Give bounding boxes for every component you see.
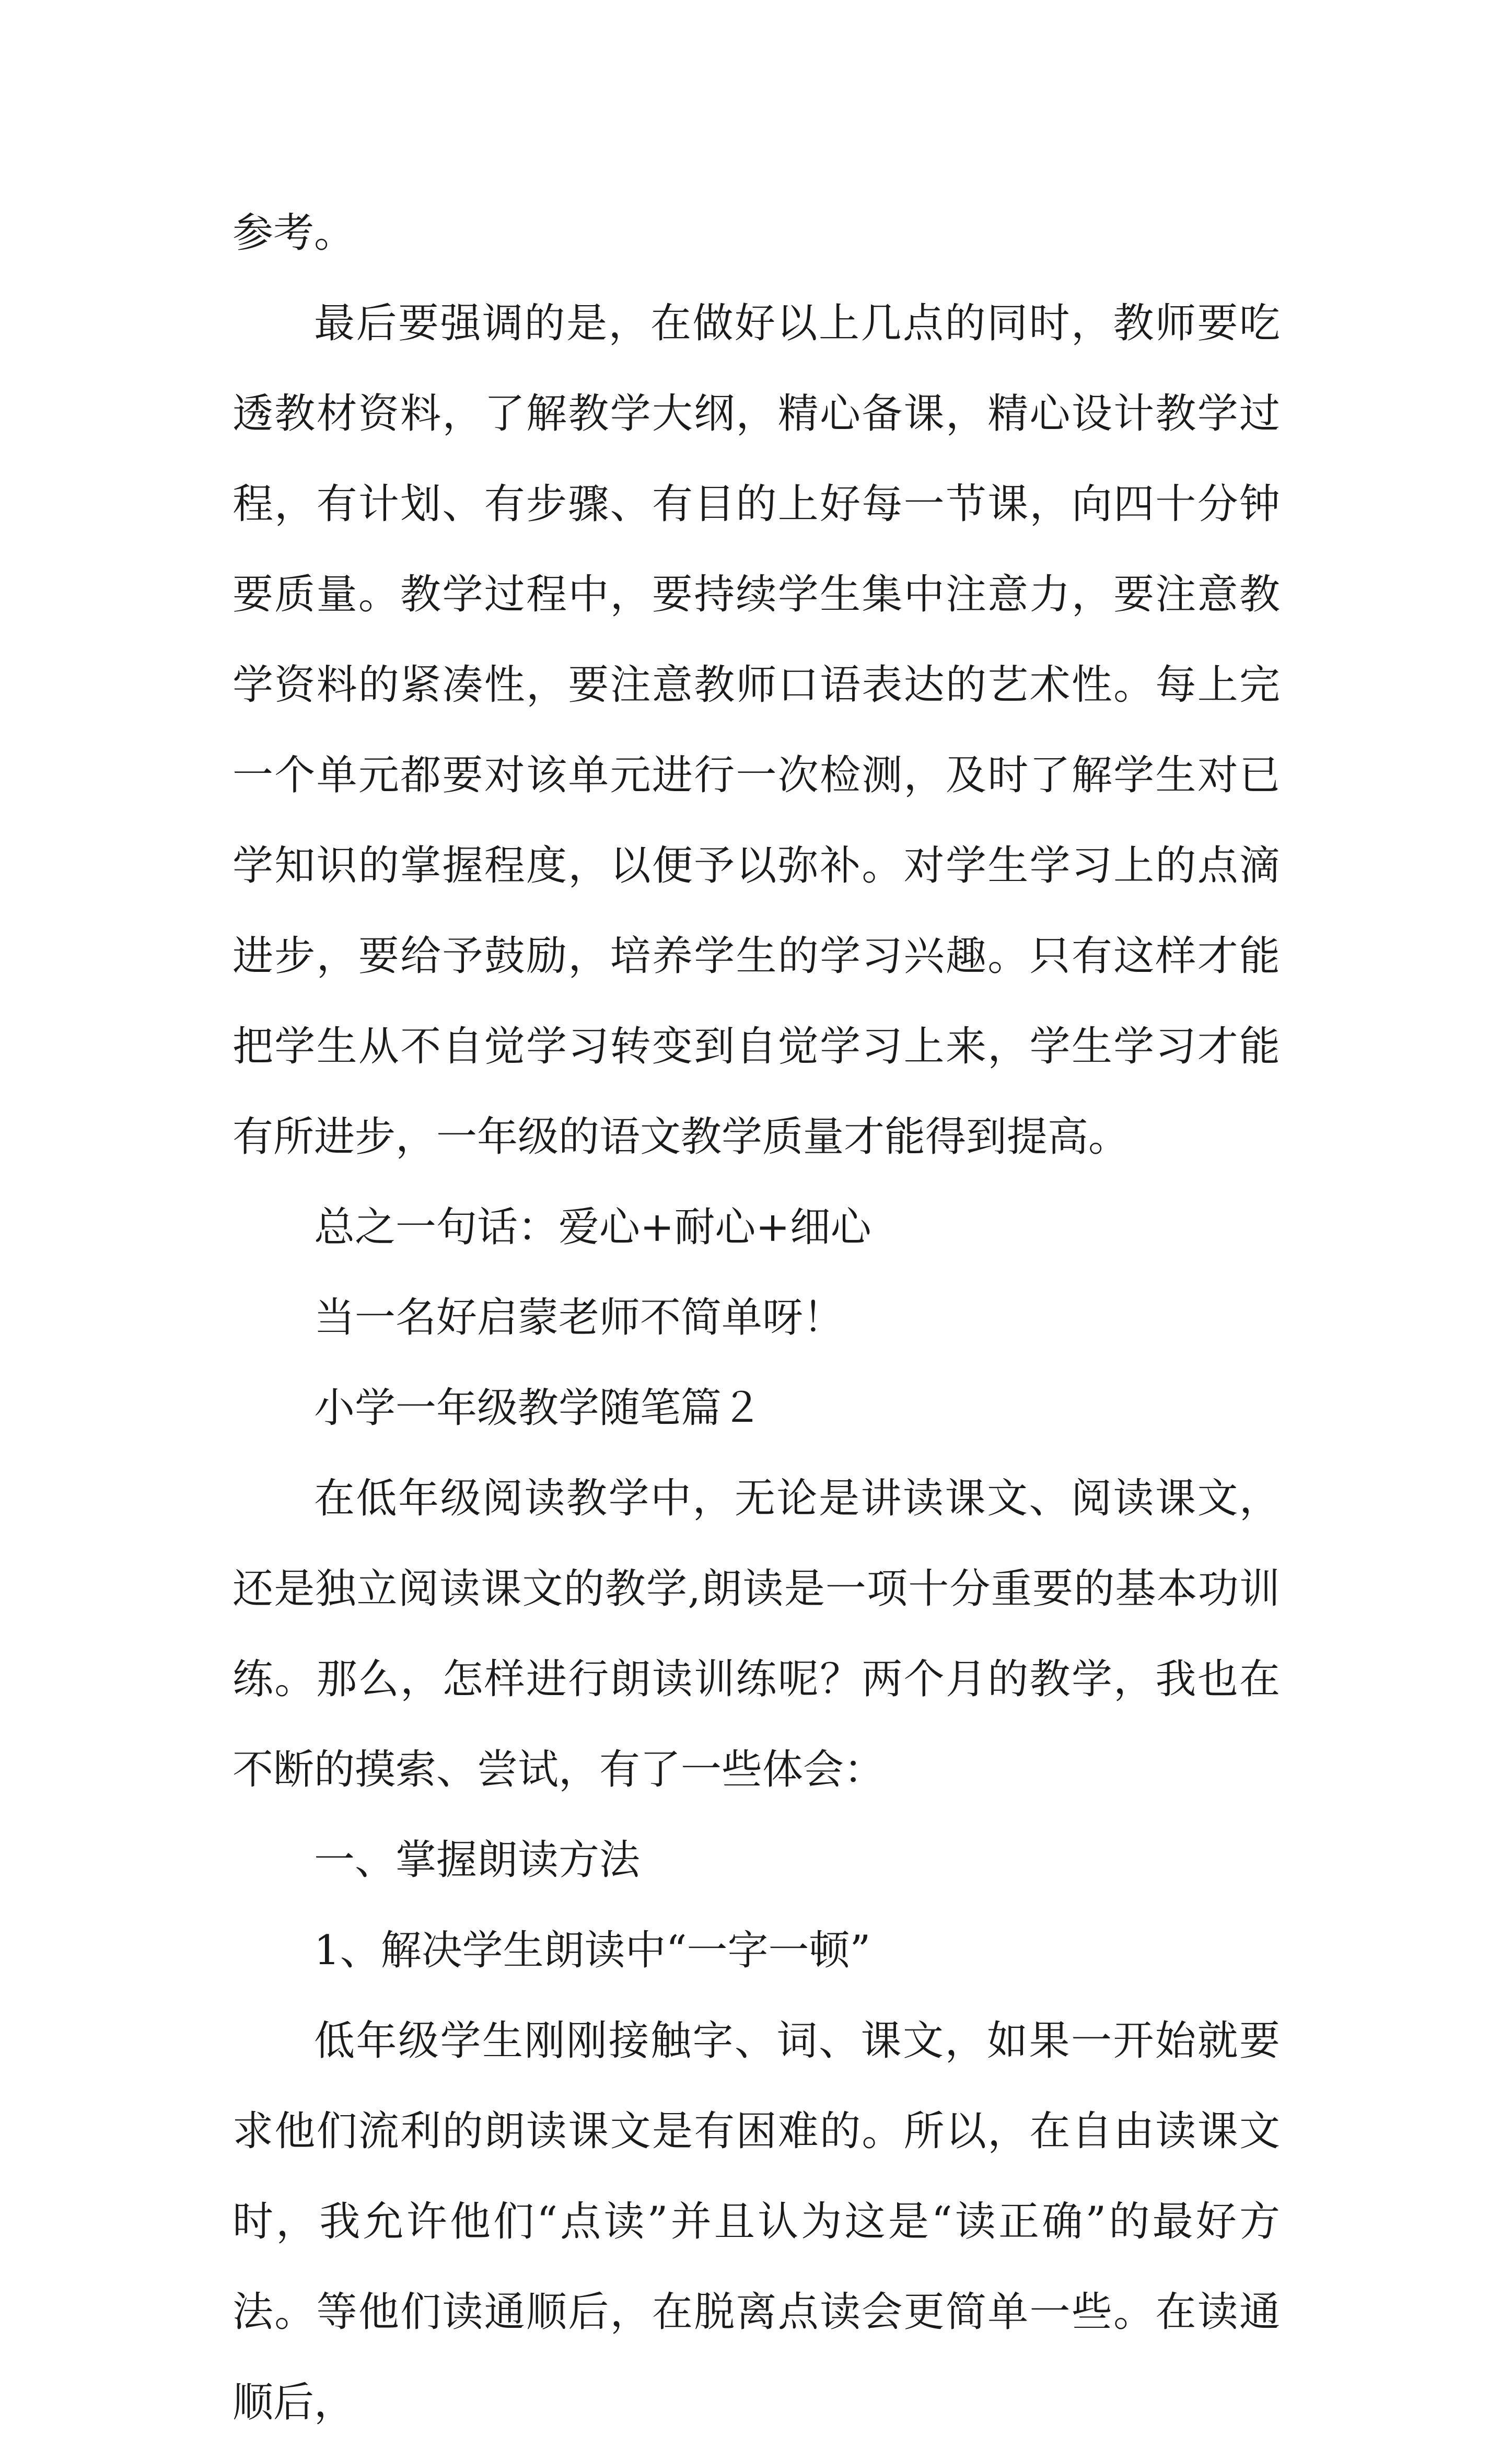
document-body <box>232 188 1280 2448</box>
paragraph-summary-emphasis: 最后要强调的是，在做好以上几点的同时，教师要吃透教材资料，了解教学大纲，精心备课，精心设计教学过程，有计划、有步骤、有目的上好每一节课，向四十分钟要质量。教学过程中，要持续学生集中注意力，要注意教学资料的紧凑性，要注意教师口语表达的艺术性。每上完一个单元都要对该单元进行一次检测，及时了解学生对已学知识的掌握程度，以便予以弥补。对学生学习上的点滴进步，要给予鼓励，培养学生的学习兴趣。只有这样才能把学生从不自觉学习转变到自觉学习上来，学生学习才能有所进步，一年级的语文教学质量才能得到提高。 <box>232 300 1280 1161</box>
subheading-reading-method: 一、掌握朗读方法 <box>314 1837 641 1884</box>
paragraph-reading-intro: 在低年级阅读教学中，无论是讲读课文、阅读课文，还是独立阅读课文的教学,朗读是一项十分重要的基本功训练。那么，怎样进行朗读训练呢？两个月的教学，我也在不断的摸索、尝试，有了一些体会： <box>232 1475 1280 1793</box>
paragraph-continuation: 参考。 <box>232 210 355 257</box>
section-heading: 小学一年级教学随笔篇２ <box>314 1385 763 1432</box>
subheading-item-1: 1、解决学生朗读中“一字一顿” <box>314 1927 871 1974</box>
paragraph-one-sentence: 总之一句话：爱心+耐心+细心 <box>314 1204 871 1251</box>
paragraph-point-reading: 低年级学生刚刚接触字、词、课文，如果一开始就要求他们流利的朗读课文是有困难的。所以，在自由读课文时，我允许他们“点读”并且认为这是“读正确”的最好方法。等他们读通顺后，在脱离点读会更简单一些。在读通顺后， <box>232 2017 1280 2426</box>
paragraph-teacher-remark: 当一名好启蒙老师不简单呀！ <box>314 1294 844 1341</box>
